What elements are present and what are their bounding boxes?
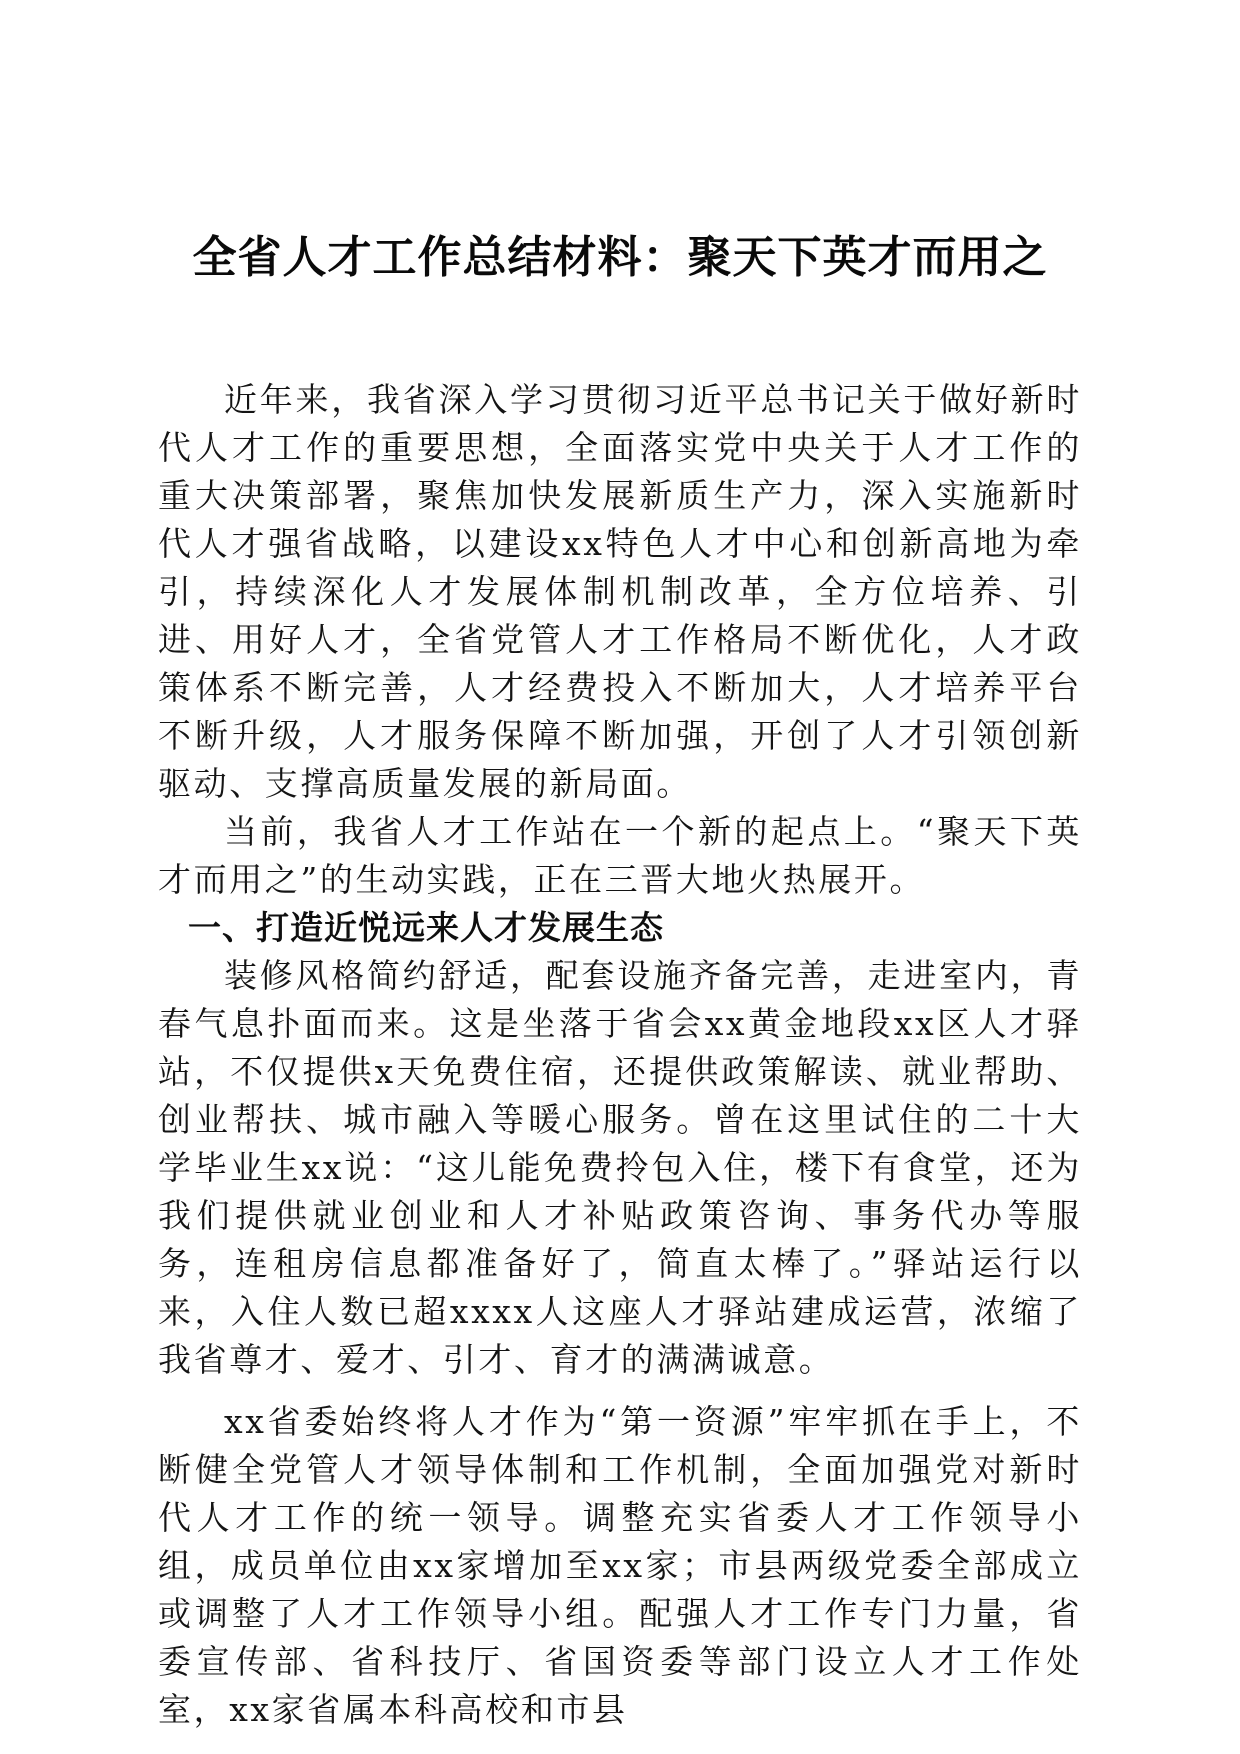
context-paragraph: 当前，我省人才工作站在一个新的起点上。“聚天下英才而用之”的生动实践，正在三晋大地火热展开。 <box>158 812 1082 899</box>
section-paragraph: xx省委始终将人才作为“第一资源”牢牢抓在手上，不断健全党管人才领导体制和工作机制，全面加强党对新时代人才工作的统一领导。调整充实省委人才工作领导小组，成员单位由xx家增加至xx家；市县两级党委全部成立或调整了人才工作领导小组。配强人才工作专门力量，省委宣传部、省科技厅、省国资委等部门设立人才工作处室，xx家省属本科高校和市县 <box>158 1402 1082 1729</box>
intro-paragraph: 近年来，我省深入学习贯彻习近平总书记关于做好新时代人才工作的重要思想，全面落实党中央关于人才工作的重大决策部署，聚焦加快发展新质生产力，深入实施新时代人才强省战略，以建设xx特色人才中心和创新高地为牵引，持续深化人才发展体制机制改革，全方位培养、引进、用好人才，全省党管人才工作格局不断优化，人才政策体系不断完善，人才经费投入不断加大，人才培养平台不断升级，人才服务保障不断加强，开创了人才引领创新驱动、支撑高质量发展的新局面。 <box>158 380 1082 803</box>
document-title: 全省人才工作总结材料：聚天下英才而用之 <box>192 232 1048 283</box>
section-heading: 一、打造近悦远来人才发展生态 <box>188 908 664 947</box>
document-body <box>158 376 1082 1734</box>
section-paragraph: 装修风格简约舒适，配套设施齐备完善，走进室内，青春气息扑面而来。这是坐落于省会xx黄金地段xx区人才驿站，不仅提供x天免费住宿，还提供政策解读、就业帮助、创业帮扶、城市融入等暖心服务。曾在这里试住的二十大学毕业生xx说：“这儿能免费拎包入住，楼下有食堂，还为我们提供就业创业和人才补贴政策咨询、事务代办等服务，连租房信息都准备好了，简直太棒了。”驿站运行以来，入住人数已超xxxx人这座人才驿站建成运营，浓缩了我省尊才、爱才、引才、育才的满满诚意。 <box>158 956 1082 1379</box>
